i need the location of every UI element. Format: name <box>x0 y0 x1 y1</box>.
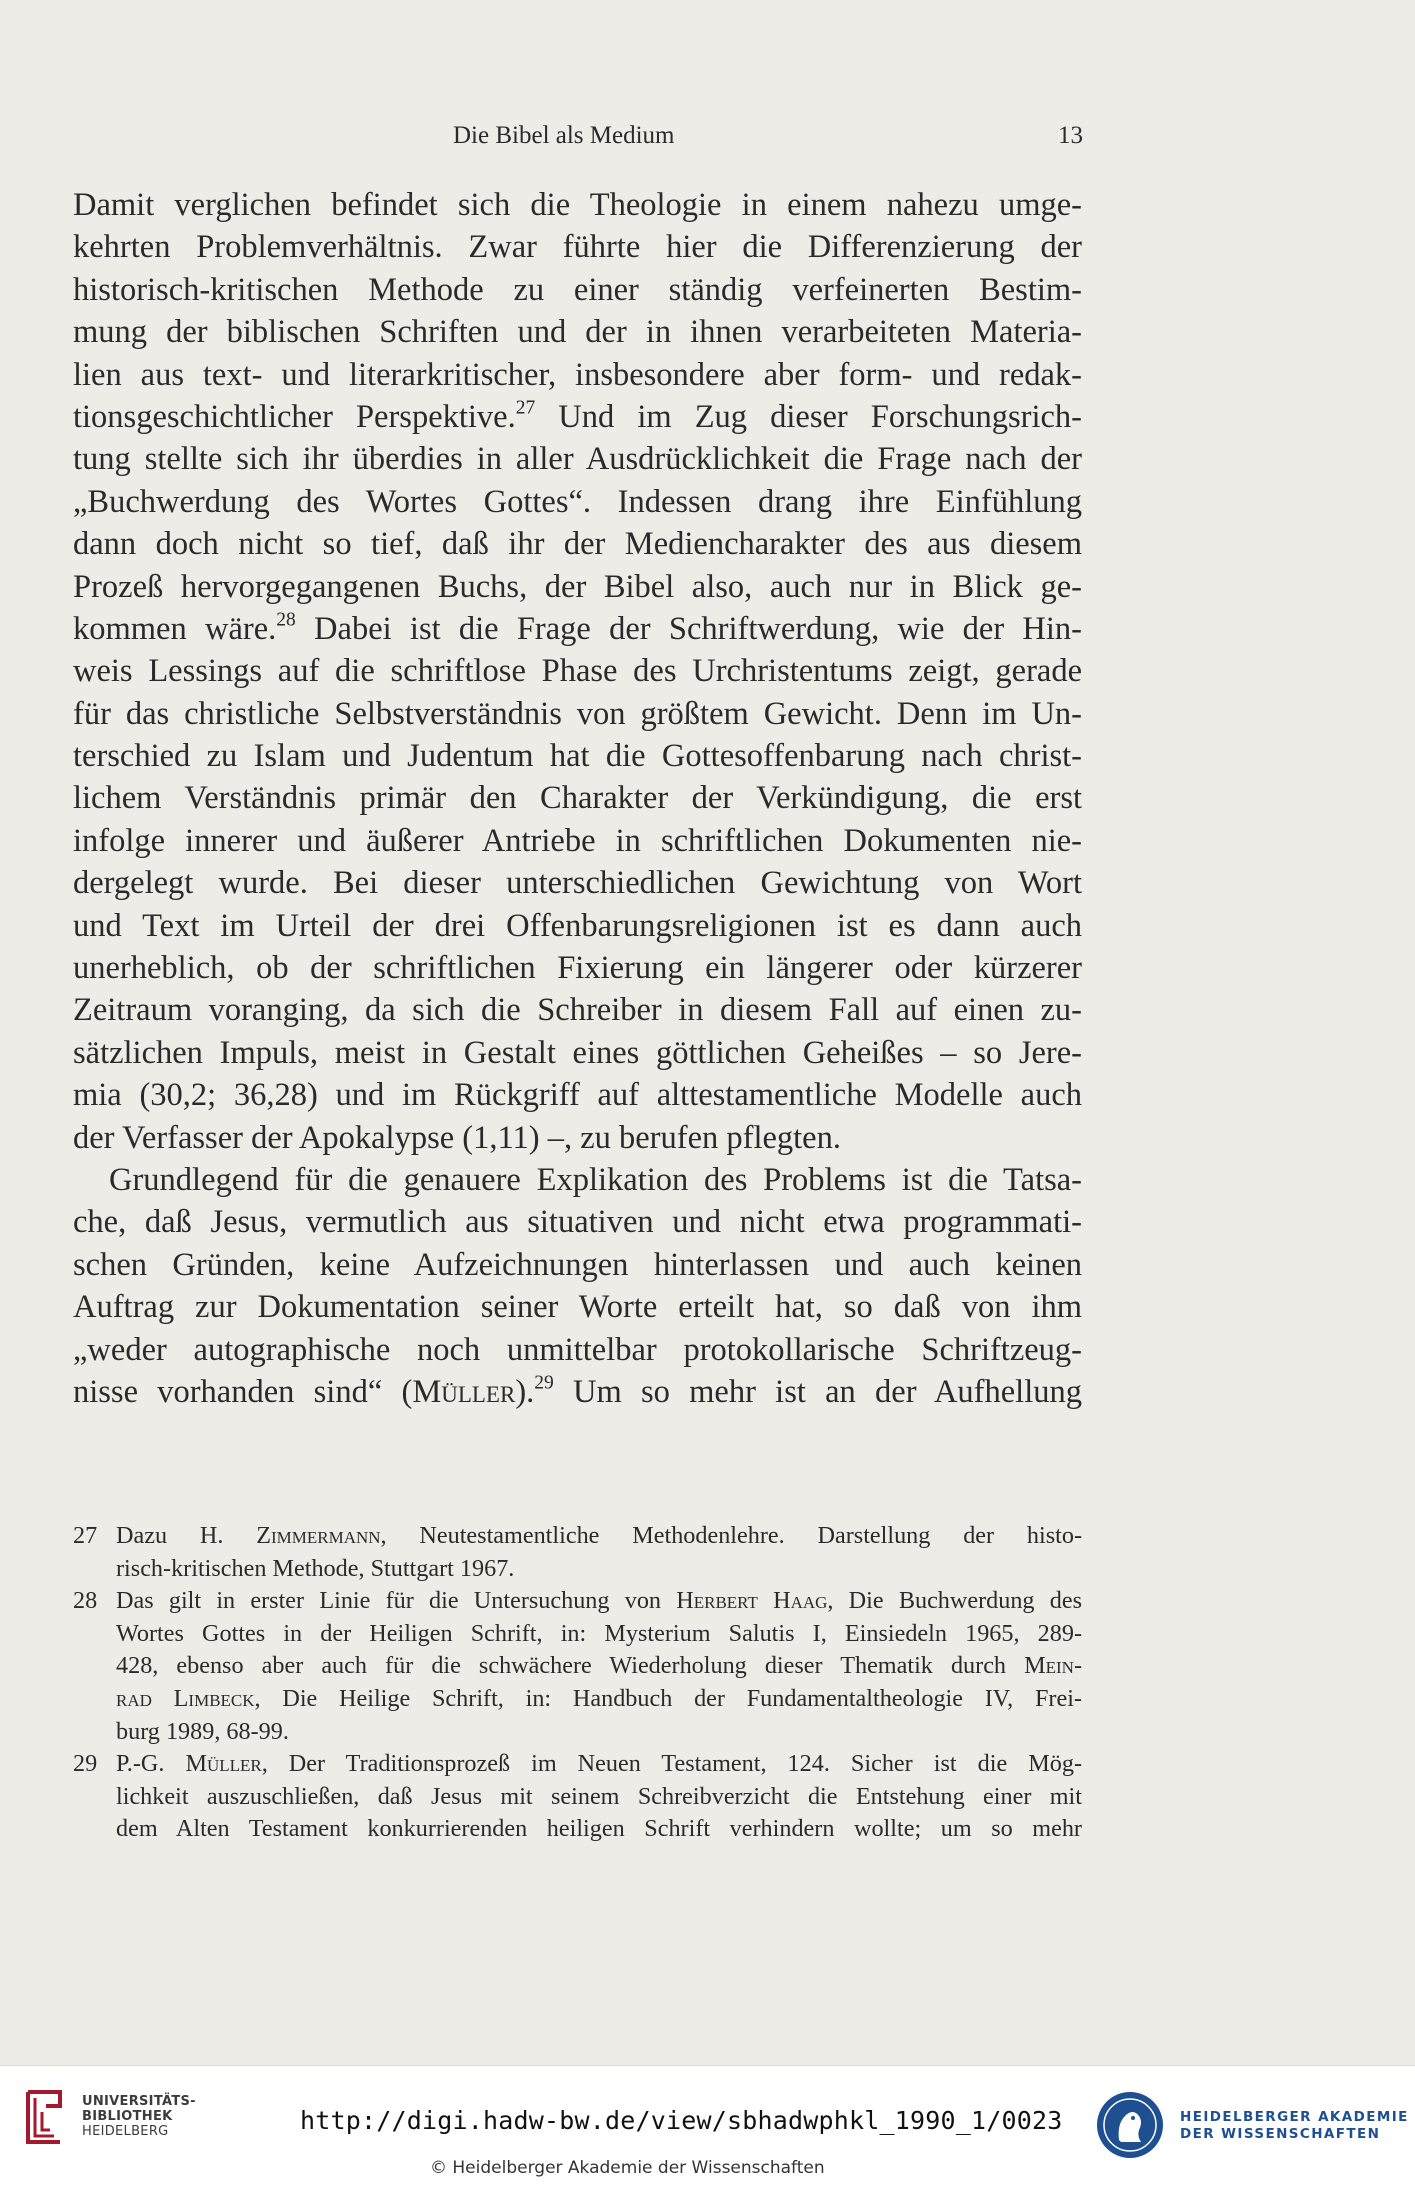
author-name: Müller <box>185 1750 262 1778</box>
text-line: Grundlegend für die genauere Explikation des Problems ist die Tatsa- <box>109 1161 1082 1198</box>
text-line: lien aus text- und literarkritischer, insbesondere aber form- und redak- <box>73 356 1082 393</box>
footnote-line: 29 P.-G. Müller, Der Traditionsprozeß im Neuen Testament, 124. Sicher ist die Mög- <box>73 1748 1082 1781</box>
running-head <box>0 122 1415 156</box>
academy-seal-logo <box>1095 2090 1165 2160</box>
text-line: dergelegt wurde. Bei dieser unterschiedlichen Gewichtung von Wort <box>73 865 1082 902</box>
text-line: der Verfasser der Apokalypse (1,11) –, zu berufen pflegten. <box>73 1119 841 1156</box>
text-line: kehrten Problemverhältnis. Zwar führte hier die Differenzierung der <box>73 229 1082 266</box>
footnote-line: risch-kritischen Methode, Stuttgart 1967. <box>116 1554 515 1582</box>
footnote-line: 28 Das gilt in erster Linie für die Untersuchung von Herbert Haag, Die Buchwerdung des <box>73 1585 1082 1618</box>
footnote-line: burg 1989, 68-99. <box>116 1717 289 1745</box>
footnotes <box>73 1520 1082 1846</box>
page-number: 13 <box>1058 122 1083 149</box>
text-line: Prozeß hervorgegangenen Buchs, der Bibel also, auch nur in Blick ge- <box>73 568 1082 605</box>
text-line: schen Gründen, keine Aufzeichnungen hinterlassen und auch keinen <box>73 1246 1082 1283</box>
text-line: terschied zu Islam und Judentum hat die Gottesoffenbarung nach christ- <box>73 738 1082 775</box>
text-line: che, daß Jesus, vermutlich aus situativen und nicht etwa programmati- <box>73 1204 1082 1241</box>
footnote-ref: 27 <box>515 397 536 419</box>
footnote-line: lichkeit auszuschließen, daß Jesus mit seinem Schreibverzicht die Entstehung einer mit <box>116 1782 1082 1810</box>
text-line: für das christliche Selbstverständnis von größtem Gewicht. Denn im Un- <box>73 695 1082 732</box>
text-line: weis Lessings auf die schriftlose Phase des Urchristentums zeigt, gerade <box>73 653 1082 690</box>
footnote-line: dem Alten Testament konkurrierenden heiligen Schrift verhindern wollte; um so mehr <box>116 1815 1082 1843</box>
text-line: Damit verglichen befindet sich die Theologie in einem nahezu umge- <box>73 187 1082 223</box>
text-line: Zeitraum voranging, da sich die Schreiber in diesem Fall auf einen zu- <box>73 992 1082 1029</box>
footnote-line: rad Limbeck, Die Heilige Schrift, in: Handbuch der Fundamentaltheologie IV, Frei- <box>116 1684 1082 1712</box>
footnote-number: 29 <box>73 1750 98 1778</box>
text-line: „weder autographische noch unmittelbar protokollarische Schriftzeug- <box>73 1331 1082 1368</box>
university-library-logo <box>20 2086 70 2150</box>
footnote-number: 28 <box>73 1587 98 1615</box>
university-library-name: UNIVERSITÄTS- BIBLIOTHEK HEIDELBERG <box>82 2094 196 2139</box>
copyright-notice: © Heidelberger Akademie der Wissenschaften <box>430 2158 825 2178</box>
text-line: Auftrag zur Dokumentation seiner Worte erteilt hat, so daß von ihm <box>73 1289 1082 1326</box>
text-line: dann doch nicht so tief, daß ihr der Mediencharakter des aus diesem <box>73 526 1082 563</box>
author-name: Müller <box>412 1373 516 1410</box>
running-title: Die Bibel als Medium <box>453 122 675 149</box>
author-name: Zimmermann <box>256 1522 381 1549</box>
footnote-ref: 29 <box>534 1372 554 1394</box>
text-line: „Buchwerdung des Wortes Gottes“. Indessen drang ihre Einfühlung <box>73 483 1082 520</box>
text-line: infolge innerer und äußerer Antriebe in schriftlichen Dokumenten nie- <box>73 822 1082 859</box>
text-line: mia (30,2; 36,28) und im Rückgriff auf alttestamentliche Modelle auch <box>73 1077 1082 1114</box>
footnote-line: Wortes Gottes in der Heiligen Schrift, in: Mysterium Salutis I, Einsiedeln 1965, 289- <box>116 1619 1082 1647</box>
academy-name: HEIDELBERGER AKADEMIE DER WISSENSCHAFTEN <box>1180 2109 1409 2142</box>
footnote-line: 428, ebenso aber auch für die schwächere Wiederholung dieser Thematik durch Mein- <box>116 1652 1082 1680</box>
footnote-number: 27 <box>73 1522 98 1549</box>
text-line: sätzlichen Impuls, meist in Gestalt eines göttlichen Geheißes – so Jere- <box>73 1034 1082 1071</box>
text-line: tung stellte sich ihr überdies in aller Ausdrücklichkeit die Frage nach der <box>73 441 1082 478</box>
text-line: und Text im Urteil der drei Offenbarungsreligionen ist es dann auch <box>73 907 1082 944</box>
author-name: Herbert Haag <box>676 1587 828 1615</box>
text-line: historisch-kritischen Methode zu einer ständig verfeinerten Bestim- <box>73 271 1082 308</box>
text-line: lichem Verständnis primär den Charakter der Verkündigung, die erst <box>73 780 1082 817</box>
text-line: kommen wäre.$^{28}$ Dabei ist die Frage der Schriftwerdung, wie der Hin- <box>73 609 1082 647</box>
text-line: mung der biblischen Schriften und der in ihnen verarbeiteten Materia- <box>73 314 1082 351</box>
author-name: rad Limbeck <box>116 1684 255 1712</box>
viewer-footer <box>0 2065 1415 2187</box>
body-text <box>73 184 1082 1413</box>
text-line: unerheblich, ob der schriftlichen Fixierung ein längerer oder kürzerer <box>73 950 1082 987</box>
text-line: nisse vorhanden sind“ (Müller).$^{29}$ Um so mehr ist an der Aufhellung <box>73 1372 1082 1410</box>
author-name: Mein- <box>1024 1652 1082 1680</box>
footnote-ref: 28 <box>276 609 296 631</box>
page-url-link[interactable]: http://digi.hadw-bw.de/view/sbhadwphkl_1990_1/0023 <box>300 2106 1063 2135</box>
text-line: tionsgeschichtlicher Perspektive.$^{27}$ Und im Zug dieser Forschungsrich- <box>73 397 1082 435</box>
footnote-line: 27 Dazu H. Zimmermann, Neutestamentliche Methodenlehre. Darstellung der histo- <box>73 1520 1082 1553</box>
